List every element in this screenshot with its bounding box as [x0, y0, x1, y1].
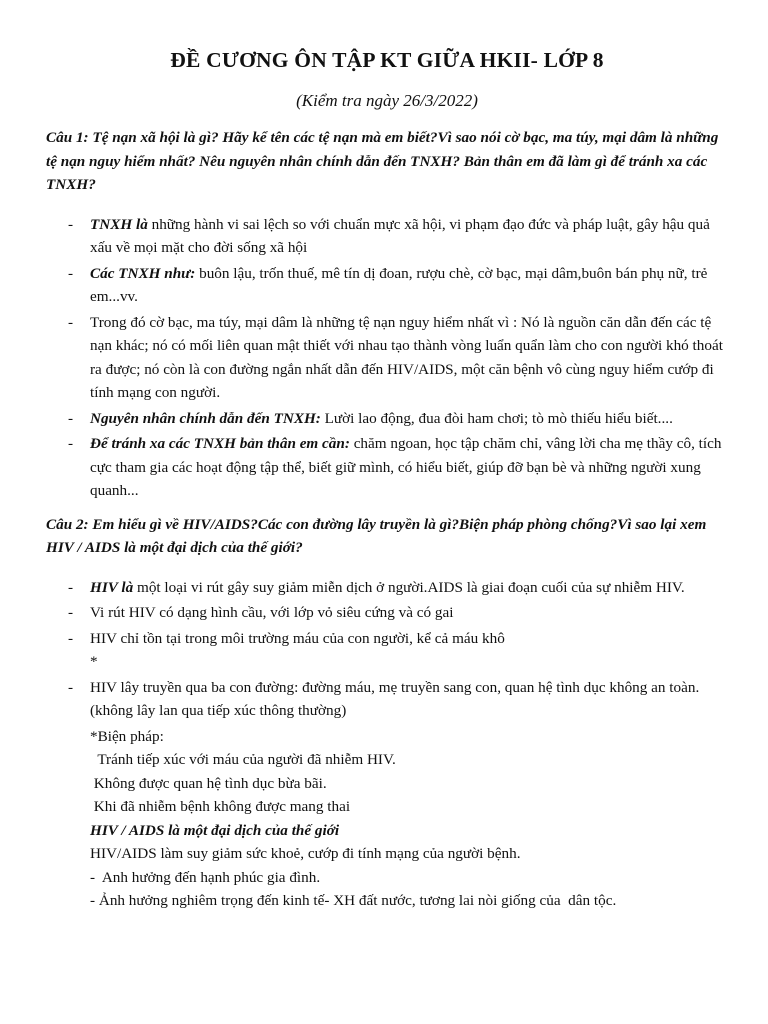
- measure-line: Khi đã nhiễm bệnh không được mang thai: [90, 798, 351, 815]
- bullet-dash: -: [68, 678, 74, 696]
- answer-text: HIV chỉ tồn tại trong môi trường máu của con người, kể cả máu khô *: [90, 629, 505, 670]
- question-2-answers: [46, 576, 728, 723]
- pandemic-line: HIV/AIDS làm suy giảm sức khoẻ, cướp đi tính mạng của người bệnh.: [90, 845, 521, 862]
- answer-text: những hành vi sai lệch so với chuẩn mực xã hội, vi phạm đạo đức và pháp luật, gây hậu quả xấu về mọi mặt cho đời sống xã hội: [90, 215, 710, 256]
- bullet-dash: -: [68, 578, 74, 596]
- question-2-continuation: [46, 725, 728, 913]
- pandemic-line: - Ảnh hưởng nghiêm trọng đến kinh tế- XH đất nước, tương lai nòi giống của dân tộc.: [90, 892, 617, 909]
- document-subtitle: (Kiểm tra ngày 26/3/2022): [296, 91, 478, 110]
- answer-item: [46, 676, 728, 723]
- question-1-answers: [46, 213, 728, 503]
- answer-item: [46, 262, 728, 309]
- answer-text: buôn lậu, trốn thuế, mê tín dị đoan, rượu chè, cờ bạc, mại dâm,buôn bán phụ nữ, trẻ em...vv.: [90, 264, 708, 305]
- bullet-dash: -: [68, 629, 74, 647]
- answer-item: [46, 627, 728, 674]
- answer-item: [46, 601, 728, 625]
- bullet-dash: -: [68, 409, 74, 427]
- answer-lead: Các TNXH như:: [90, 264, 196, 282]
- answer-text: chăm ngoan, học tập chăm chỉ, vâng lời cha mẹ thầy cô, tích cực tham gia các hoạt động tập thể, biết giữ mình, có hiểu biết, giúp đỡ bạn bè và những người xung quanh...: [90, 435, 722, 499]
- question-2: Câu 2: Em hiểu gì về HIV/AIDS?Các con đường lây truyền là gì?Biện pháp phòng chống?Vì sao lại xem HIV / AIDS là một đại dịch của thế giới?: [46, 515, 707, 556]
- answer-lead: HIV là: [90, 578, 134, 596]
- question-1: Câu 1: Tệ nạn xã hội là gì? Hãy kể tên các tệ nạn mà em biết?Vì sao nói cờ bạc, ma túy, mại dâm là những tệ nạn nguy hiểm nhất? Nêu nguyên nhân chính dẫn đến TNXH? Bản thân em đã làm gì để tránh xa các TNXH?: [46, 129, 719, 193]
- answer-text: HIV lây truyền qua ba con đường: đường máu, mẹ truyền sang con, quan hệ tình dục không an toàn.(không lây lan qua tiếp xúc thông thường): [90, 678, 700, 719]
- answer-item: [46, 407, 728, 431]
- bullet-dash: -: [68, 604, 74, 621]
- answer-item: [46, 432, 728, 503]
- bullet-dash: -: [68, 435, 74, 452]
- bullet-dash: -: [68, 264, 74, 282]
- pandemic-heading: HIV / AIDS là một đại dịch của thế giới: [90, 821, 340, 839]
- bullet-dash: -: [68, 313, 74, 331]
- measure-line: Tránh tiếp xúc với máu của người đã nhiễm HIV.: [90, 751, 396, 768]
- answer-item: [46, 576, 728, 600]
- answer-lead: TNXH là: [90, 215, 148, 233]
- answer-text: Vi rút HIV có dạng hình cầu, với lớp vỏ siêu cứng và có gai: [90, 604, 454, 621]
- answer-text: Lười lao động, đua đòi ham chơi; tò mò thiếu hiểu biết....: [320, 409, 673, 427]
- answer-item: [46, 213, 728, 260]
- answer-text: một loại vi rút gây suy giảm miễn dịch ở người.AIDS là giai đoạn cuối của sự nhiễm HIV.: [133, 578, 685, 596]
- answer-lead: Để tránh xa các TNXH bản thân em cần:: [90, 435, 350, 452]
- answer-text: Trong đó cờ bạc, ma túy, mại dâm là những tệ nạn nguy hiểm nhất vì : Nó là nguồn căn dẫn đến các tệ nạn khác; nó có mối liên quan mật thiết với nhau tạo thành vòng luẩn quẩn làm cho con người khó thoát ra được; nó còn là con đường ngắn nhất dẫn đến HIV/AIDS, một căn bệnh vô cùng nguy hiểm cướp đi tính mạng con người.: [90, 313, 723, 401]
- measure-line: Không được quan hệ tình dục bừa bãi.: [90, 774, 327, 792]
- measures-label: *Biện pháp:: [90, 727, 164, 745]
- answer-lead: Nguyên nhân chính dẫn đến TNXH:: [90, 409, 321, 427]
- pandemic-line: - Anh hưởng đến hạnh phúc gia đình.: [90, 868, 321, 886]
- bullet-dash: -: [68, 215, 74, 233]
- document-title: ĐỀ CƯƠNG ÔN TẬP KT GIỮA HKII- LỚP 8: [170, 48, 604, 72]
- answer-item: [46, 311, 728, 405]
